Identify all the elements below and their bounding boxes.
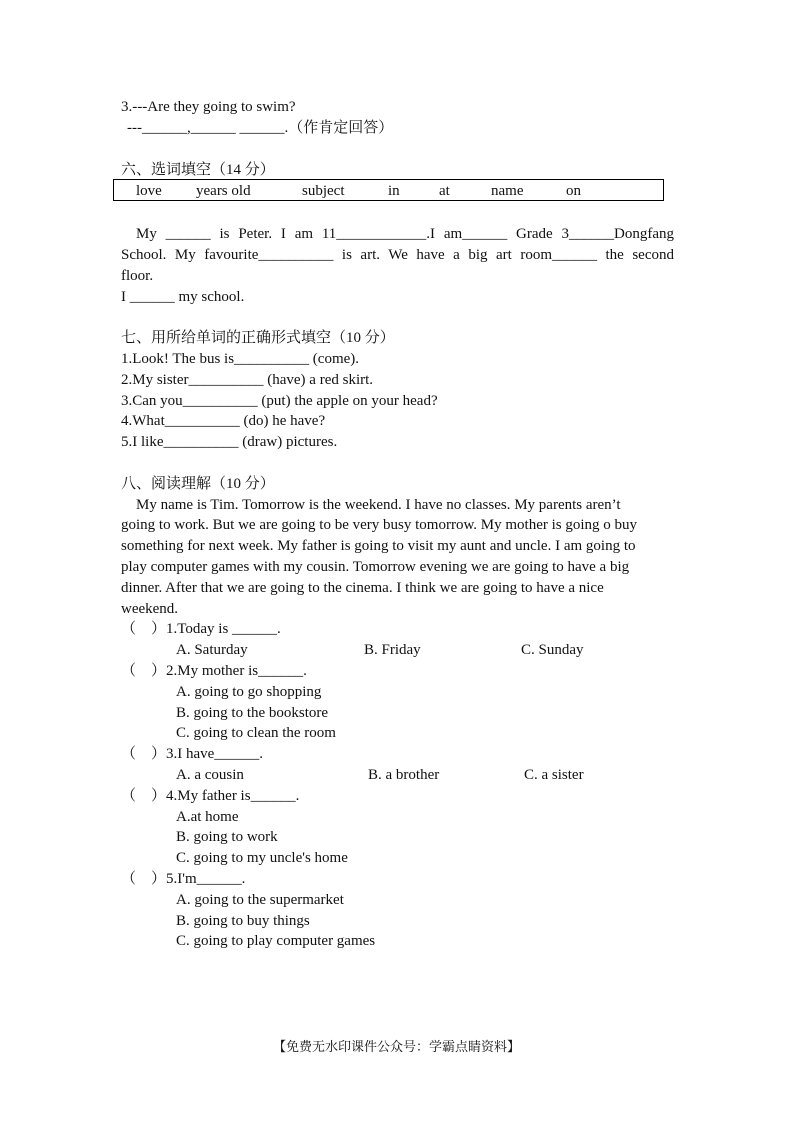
word-bank-item: in [388,183,400,199]
question-1: （ ）1.Today is ______. [121,621,281,637]
option: B. going to work [176,829,278,845]
question-3: （ ）3.I have______. [121,746,264,762]
passage-line: My name is Tim. Tomorrow is the weekend. I have no classes. My parents aren’t [136,497,621,513]
part7-item: 4.What__________ (do) he have? [121,413,326,429]
option: B. Friday [364,642,421,658]
option: C. Sunday [521,642,584,658]
part8-title: 八、阅读理解（10 分） [121,476,275,492]
passage-line: something for next week. My father is going to visit my aunt and uncle. I am going to [121,538,636,554]
option: C. going to my uncle's home [176,850,348,866]
part6-line-3: floor. [121,268,154,284]
word-bank-item: love [136,183,162,199]
word-bank-item: subject [302,183,345,199]
part6-line-2: School. My favourite__________ is art. We have a big art room______ the second [121,247,674,263]
footer-note: 【免费无水印课件公众号：学霸点睛资料】 [272,1040,520,1055]
option: A. going to the supermarket [176,892,344,908]
option: B. going to the bookstore [176,705,329,721]
part6-title: 六、选词填空（14 分） [121,162,275,178]
part7-title: 七、用所给单词的正确形式填空（10 分） [121,330,395,346]
option: C. going to clean the room [176,725,336,741]
option: B. a brother [368,767,440,783]
passage-line: play computer games with my cousin. Tomorrow evening we are going to have a big [121,559,630,575]
part7-item: 1.Look! The bus is__________ (come). [121,351,360,367]
option: A. a cousin [176,767,244,783]
part6-line-1: My ______ is Peter. I am 11____________.I am______ Grade 3______Dongfang [136,226,674,242]
q3-question: 3.---Are they going to swim? [121,99,296,115]
passage-line: weekend. [121,601,179,617]
part7-item: 5.I like__________ (draw) pictures. [121,434,338,450]
option: B. going to buy things [176,913,310,929]
part6-line-4: I ______ my school. [121,289,245,305]
question-4: （ ）4.My father is______. [121,788,300,804]
word-bank-item: name [491,183,524,199]
passage-line: dinner. After that we are going to the cinema. I think we are going to have a nice [121,580,604,596]
option: C. a sister [524,767,584,783]
option: A. Saturday [176,642,248,658]
part7-item: 3.Can you__________ (put) the apple on your head? [121,393,438,409]
passage-line: going to work. But we are going to be very busy tomorrow. My mother is going o buy [121,517,638,533]
option: A.at home [176,809,239,825]
question-2: （ ）2.My mother is______. [121,663,307,679]
word-bank-item: years old [196,183,251,199]
word-bank-box [113,179,664,201]
option: C. going to play computer games [176,933,376,949]
part7-item: 2.My sister__________ (have) a red skirt. [121,372,374,388]
q3-answer: ---______,______ ______.（作肯定回答） [127,120,394,136]
word-bank-item: at [439,183,450,199]
word-bank-item: on [566,183,581,199]
question-5: （ ）5.I'm______. [121,871,246,887]
option: A. going to go shopping [176,684,322,700]
